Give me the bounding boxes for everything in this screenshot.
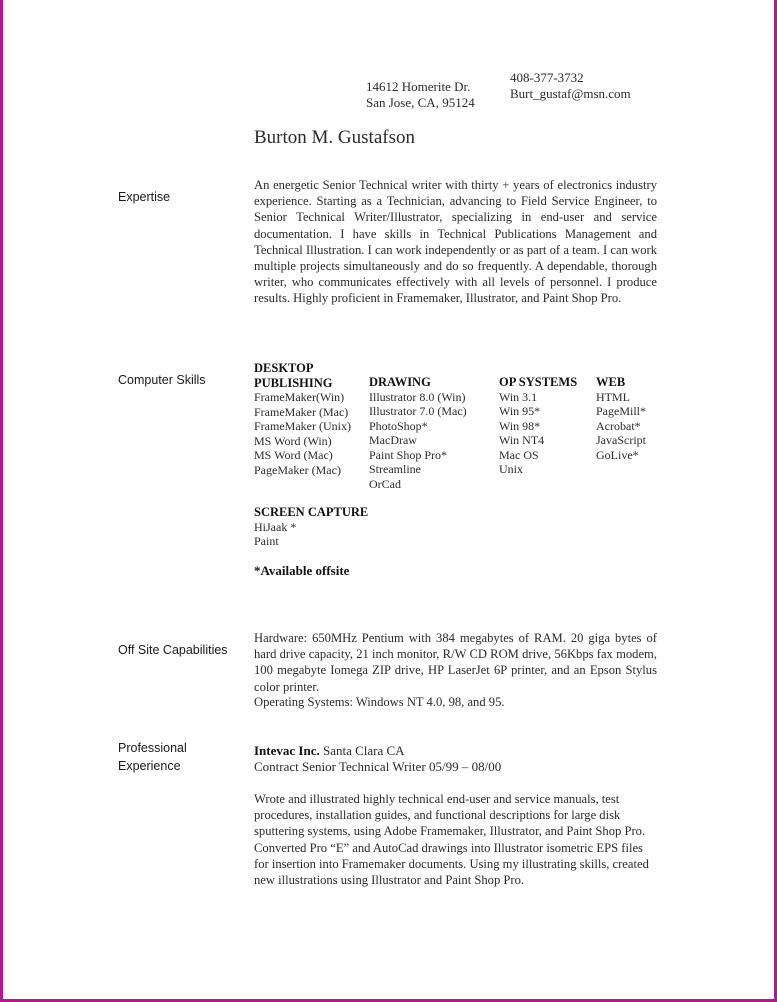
experience-label-line: Experience (118, 759, 181, 773)
contact-address (366, 79, 475, 111)
screen-capture-block (254, 505, 368, 549)
computer-skills-label: Computer Skills (118, 373, 206, 387)
experience-text: Wrote and illustrated highly technical end-user and service manuals, test procedures, installation guides, and functional descriptions for large disk sputtering systems, using Adobe Framemaker, Illustrator, and Paint Shop Pro. Converted Pro “E” and AutoCad drawings into Illustrator isometric EPS files for insertion into Framemaker documents. Using my illustrating skills, created new illustrations using Illustrator and Paint Shop Pro. (254, 792, 649, 888)
list-item: Paint Shop Pro* (369, 447, 448, 462)
list-item: FrameMaker (Mac) (254, 404, 349, 419)
list-item: PageMaker (Mac) (254, 462, 341, 477)
offsite-text: Hardware: 650MHz Pentium with 384 megabytes of RAM. 20 giga bytes of hard drive capacity, 21 inch monitor, R/W CD ROM drive, 56Kbps fax modem, 100 megabyte Iomega ZIP drive, HP LaserJet 6P printer, and an Epson Stylus color printer. (254, 631, 657, 694)
list-item: Illustrator 7.0 (Mac) (369, 404, 467, 418)
expertise-text: An energetic Senior Technical writer with thirty + years of electronics industry experience. Starting as a Technician, advancing to Field Service Engineer, to Senior Technical Writer/Illustrator, specializing in end-user and service documentation. I have skills in Technical Publications Management and Technical Illustration. I can work independently or as part of a team. I can work multiple projects simultaneously and do so frequently. A dependable, thorough writer, who communicates effectively with all levels of personnel. I produce results. Highly proficient in Framemaker, Illustrator, and Paint Shop Pro. (254, 178, 657, 306)
list-item: FrameMaker (Unix) (254, 419, 351, 433)
list-item: HTML (596, 389, 630, 404)
offsite-os: Operating Systems: Windows NT 4.0, 98, and 95. (254, 695, 505, 709)
list-item: HiJaak * (254, 519, 297, 534)
list-item: GoLive* (596, 447, 639, 462)
column-heading: PUBLISHING (254, 375, 333, 390)
column-heading: WEB (596, 375, 626, 389)
skills-column-web (596, 375, 646, 462)
company-name: Intevac Inc. (254, 743, 320, 758)
list-item: Acrobat* (596, 418, 641, 433)
company-location: Santa Clara CA (322, 743, 405, 758)
list-item: Win 98* (499, 418, 541, 433)
list-item: Unix (499, 462, 523, 476)
list-item: FrameMaker(Win) (254, 390, 345, 404)
skills-column-os (499, 375, 577, 477)
skills-column-publishing (254, 361, 351, 477)
offsite-label: Off Site Capabilities (118, 643, 228, 657)
list-item: MacDraw (369, 433, 417, 447)
list-item: Win NT4 (499, 433, 545, 447)
city: San Jose, CA, 95124 (366, 95, 475, 110)
phone: 408-377-3732 (510, 70, 584, 85)
skills-column-drawing (369, 375, 467, 491)
list-item: JavaScript (596, 433, 646, 447)
expertise-label: Expertise (118, 190, 171, 204)
list-item: Illustrator 8.0 (Win) (369, 389, 466, 404)
job-role: Contract Senior Technical Writer 05/99 – 08/00 (254, 759, 502, 774)
list-item: OrCad (369, 476, 401, 491)
list-item: Win 95* (499, 404, 541, 418)
list-item: Win 3.1 (499, 389, 538, 404)
experience-label (118, 739, 187, 775)
list-item: Paint (254, 534, 279, 548)
column-heading: OP SYSTEMS (499, 375, 578, 389)
list-item: MS Word (Mac) (254, 448, 333, 462)
available-offsite-note: *Available offsite (254, 563, 350, 578)
list-item: Mac OS (499, 447, 539, 462)
column-heading: DESKTOP (254, 361, 314, 375)
job-header (254, 743, 501, 775)
candidate-name: Burton M. Gustafson (254, 127, 415, 148)
list-item: PhotoShop* (369, 418, 428, 433)
column-heading: SCREEN CAPTURE (254, 505, 369, 519)
contact-info (510, 70, 631, 102)
experience-label-line: Professional (118, 741, 187, 755)
list-item: Streamline (369, 462, 421, 476)
street: 14612 Homerite Dr. (366, 79, 471, 94)
list-item: PageMill* (596, 404, 646, 418)
list-item: MS Word (Win) (254, 433, 332, 448)
email: Burt_gustaf@msn.com (510, 86, 631, 101)
column-heading: DRAWING (369, 375, 431, 389)
